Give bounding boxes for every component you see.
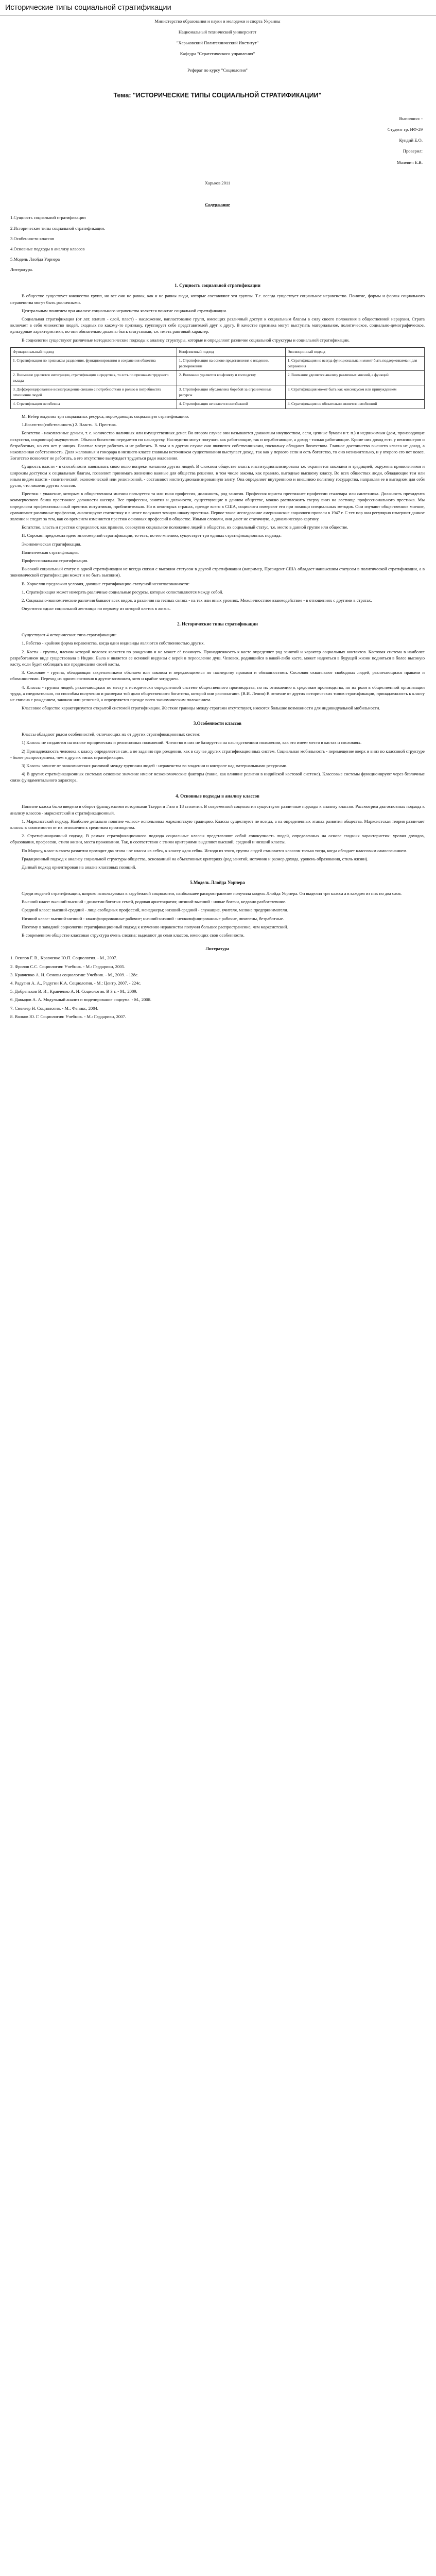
paragraph: 1. Стратификация может измерять различные социальные ресурсы, которые сопоставляются между собой. (22, 589, 223, 595)
literature-item: 7. Смелзер Н. Социология. - М.: Феникс, 2004. (10, 1005, 98, 1011)
paragraph: В. Хорнелли предложил условия, дающие стратификацию статусной несогласованности: (22, 581, 190, 586)
toc-item: 5.Модель Ллойда Уорнера (10, 257, 60, 262)
column-header: Функциональный подход (11, 347, 177, 357)
section-5 (10, 879, 425, 938)
paragraph: 2. Социально-экономические различия бывают всех видов, а различия на тесных связях - на тех или иных уровнях. Межличностное взаимодействие - в отношениях с другими в стратах. (22, 598, 372, 603)
toc-title: Содержание (205, 201, 230, 207)
paragraph: 1. Рабство - крайняя форма неравенства, когда одни индивиды являются собственностью других. (22, 640, 205, 646)
table-cell: 4. Стратификация не является неизбежной (177, 400, 285, 409)
paragraph: Средний класс: высший-средний - лица свободных профессий, менеджеры; низший-средний - служащие, учителя, мелкие предприниматели. (22, 907, 288, 913)
paragraph: Центральным понятием при анализе социального неравенства является понятие социальной стратификации. (22, 308, 228, 313)
paragraph: М. Вебер выделил три социальных ресурса, порождающих социальную стратификацию: (22, 413, 189, 419)
table-cell: 3. Стратификация может быть как консенсусом или принуждением (285, 385, 424, 400)
table-header-row (11, 347, 425, 357)
title-page (10, 18, 425, 186)
paragraph: 2) Принадлежность человека к классу определяется сам, а не заданно при рождении, как в случае других стратификационных систем. Социальная мобильность - перемещение вверх и вниз по классовой структуре - более распространена, чем в других типах стратификации. (10, 748, 425, 760)
report-theme: Тема: "ИСТОРИЧЕСКИЕ ТИПЫ СОЦИАЛЬНОЙ СТРАТИФИКАЦИИ" (113, 91, 322, 99)
literature-title: Литература (205, 946, 230, 952)
section-3 (10, 720, 425, 783)
paragraph: 1. Марксистский подход. Наиболее детально понятие «класс» использовал марксистскую традицию. Классы существуют не всегда, а на определенных этапах развития общества. Марксистская теория различает классы в зависимости от их отношения к средствам производства. (10, 818, 425, 830)
table-row (11, 400, 425, 409)
table-cell: 4. Стратификация не обязательно является неизбежной (285, 400, 424, 409)
institute-line: "Харьковский Политехнический Институт" (176, 40, 259, 45)
checked-label: Проверил: (403, 148, 423, 154)
literature-item: 5. Добреньков В. И., Кравченко А. И. Социология. В 3 т. - М., 2009. (10, 989, 137, 994)
paragraph: Классы обладают рядом особенностей, отличающих их от других стратификационных систем: (22, 732, 201, 737)
paragraph: Сущность власти - в способности навязывать свою волю вопреки желанию других людей. В сложном обществе власть институционализирована т.е. охраняется законами и традицией, окружена привилегиями и широким доступом к социальным благам, позволяет принимать жизненно важные для общества решения, в том числе законы, как правило, выгодные высшему классу. Во всех обществах люди, обладающие тем или иным видом власти - политической, экономической или религиозной, - составляют институционализированную элиту. Она определяет внутреннюю и внешнюю политику государства, направляя ее в выгодном для себя русло, что лишено других классов. (10, 464, 425, 488)
performed-label: Выполнил: - (399, 115, 423, 121)
report-reference: Реферат по курсу "Социология" (187, 67, 248, 73)
table-cell: 1. Стратификация по признакам разделения, функционирования и сохранения общества (11, 357, 177, 371)
paragraph: В социологии существуют различные методологические подходы к анализу структуры, которые и определяют различие социальной структуры и социальной стратификации. (22, 337, 350, 343)
section-title: 4. Основные подходы в анализу классов (176, 793, 259, 799)
section-4 (10, 793, 425, 871)
paragraph: Существуют 4 исторических типа стратификации: (22, 632, 117, 638)
table-cell: 3. Стратификация обусловлена борьбой за ограниченные ресурсы (177, 385, 285, 400)
paragraph: 3. Сословие - группа, обладающая закрепленными обычаем или законом и передающимися по наследству правами и обязанностями. Сословия охватывают свободных людей, различающихся правами и обязанностями. Переход из одного сословия в другое возможен, хотя и крайне затруднен. (10, 670, 425, 682)
toc-item: 2.Исторические типы социальной стратификации. (10, 225, 106, 231)
paragraph: Социальная стратификация (от лат. stratum - слой, пласт) - насложение, напластование групп, имеющих различный доступ к социальным благам в силу своего положения в общественной иерархии. Страта включает в себя множество людей, сходных по какому-то признаку, группирует себе представителей друг к другу. В качестве признака могут выступать материальное, политическое, социально-демографическое, культурные характеристики, но они обязательно должны быть статусными, т.е. иметь ранговый характер. (10, 316, 425, 334)
table-cell: 3. Дифференцированное вознаграждение связано с потребностями и ролью в потребностях отношения людей (11, 385, 177, 400)
list-item: Экономическая стратификация. (22, 541, 81, 547)
paragraph: Низший класс: высший-низший - квалифицированные рабочие; низший-низший - неквалифицированные рабочие, люмпены, безработные. (22, 916, 284, 921)
table-cell: 2. Внимание уделяется интеграции, стратификация в средствах, то есть по признакам трудового вклада (11, 371, 177, 385)
approaches-table (10, 347, 425, 409)
literature-item: 3. Кравченко А. И. Основы социологии: Учебник. - М., 2009. - 128с. (10, 972, 139, 977)
paragraph: В обществе существует множество групп, но все они не равны, как и не равны люди, которые составляют эти группы. Т.е. всегда существует социальное неравенство. Понятие, формы и формы социального неравенства могут быть различными. (10, 293, 425, 305)
table-of-contents (10, 201, 425, 273)
document-title: Исторические типы социальной стратификации (0, 0, 436, 16)
table-cell: 2. Внимание уделяется конфликту и господству (177, 371, 285, 385)
paragraph: Классовое общество характеризуется открытой системой стратификации. Жесткие границы между стратами отсутствуют, имеются большие возможности для индивидуальной мобильности. (22, 705, 380, 711)
table-row (11, 357, 425, 371)
document-body (0, 18, 436, 1020)
paragraph: 3) Классы зависят от экономических различий между группами людей - неравенства во владении и контроле над материальными ресурсами. (22, 763, 288, 769)
paragraph: Опустится «дна» социальной лестницы по первому из которой клеток в жизнь. (22, 606, 171, 612)
literature-item: 1. Осипов Г. В., Кравченко Ю.П. Социология. - М., 2007. (10, 955, 117, 961)
paragraph: Градационный подход к анализу социальной структуры общества, основанный на объективных критериях (род занятий, источник и размер дохода, уровень образования, стиль жизни). (22, 856, 369, 861)
section-1 (10, 282, 425, 612)
table-cell: 1. Стратификация на основе представления о владении, распоряжении (177, 357, 285, 371)
section-2 (10, 621, 425, 711)
literature-item: 6. Давыдов А. А. Модульный анализ и моделирование социума. - М., 2008. (10, 997, 152, 1003)
literature-section (10, 945, 425, 1020)
section-title: 3.Особенности классов (193, 721, 242, 726)
paragraph: Богатство - накопленные деньги, т. е. количество наличных или имущественных денег. Во втором случае они называются движимым имуществом, если, ценные бумаги и т. п.) и недвижимым (дом, производящие искусство, сокровища) имуществом. Обычно богатство передается по наследству. Наследство могут получать как работающие, так и неработающие, а доход - только работающие. Кроме них доход есть у пенсионеров и безработных, но его нет у нищих. Богатые могут работать и не работать. В том и в другом случае они являются собственниками, поскольку обладают богатством. Главное достоинство высшего класса не доход, а накопленная собственность. Доля жалованья и гонорара в низшего классе главным источником существования выступает доход, так как у первого если и есть богатство, то оно незначительно, и у второго его нет вовсе. Богатство позволяет не работать, а его отсутствие вынуждает трудиться ради жалования. (10, 430, 425, 461)
ministry-line: Министерство образования и науки и молодежи и спорта Украины (154, 18, 281, 24)
paragraph: П. Сорокин предложил идею многомерной стратификации, то есть, по его мнению, существует три единых стратификационных подвида: (22, 533, 282, 538)
column-header: Конфликтный подход (177, 347, 285, 357)
paragraph: Среди моделей стратификации, широко используемых в зарубежной социологии, наибольшее распространение получила модель Ллойда Уорнера. Он выделил три класса а в каждом из них по два слоя. (22, 890, 402, 896)
student-group: Студент гр. ИФ-29 (387, 126, 423, 132)
toc-item: 1.Сущность социальной стратификации (10, 215, 86, 221)
paragraph: 1.Богатство(собственность) 2. Власть. 3. Престиж. (22, 422, 117, 428)
student-name: Кундий Е.О. (399, 138, 423, 143)
paragraph: Высокий социальный статус в одной стратификации не всегда связан с высоким статусом в другой стратификации (например, Президент США обладает наивысшим статусом в политической стратификации, а в экономической стратификации может и не быть высоким). (10, 566, 425, 578)
toc-item: Литература. (10, 267, 33, 273)
table-cell: 1. Стратификация не всегда функциональна и может быть поддерживаема и для сохранения (285, 357, 424, 371)
toc-item: 4.Основные подходы в анализу классов (10, 246, 85, 252)
toc-item: 3.Особенности классов (10, 235, 55, 241)
paragraph: Понятие класса было введено в оборот французскими историками Тьерри и Гизо в 18 столетии. В современной социологии существуют различные подходы к анализу классов. Рассмотрим два основных подхода к анализу классов - марксистский и стратификационный. (10, 804, 425, 816)
list-item: Политическая стратификация. (22, 549, 79, 555)
paragraph: В современном обществе классовая структура очень сложна; выделяют до семи классов, имеющих свои особенности. (22, 933, 245, 938)
section-title: 5.Модель Ллойда Уорнера (190, 880, 245, 886)
list-item: Профессиональная стратификация. (22, 558, 89, 564)
literature-item: 2. Фролов С.С. Социология: Учебник. - М.: Гардарики, 2005. (10, 963, 126, 969)
section-title: 2. Исторические типы стратификации (177, 621, 258, 627)
table-row (11, 385, 425, 400)
teacher-name: Молевич Е.В. (396, 159, 423, 165)
paragraph: Поэтому в западной социологии стратификационный подход к изучению неравенства получил большее распространение, чем марксистский. (22, 924, 288, 929)
paragraph: 4) В других стратификационных системах основное значение имеют неэкономические факторы (такие, как влияние религии в индийской кастовой системе). Классовые системы функционируют через безличные связи фундаментального характера. (10, 771, 425, 783)
university-line: Национальный технический университет (178, 29, 257, 35)
paragraph: 4. Классы - группы людей, различающихся по месту в исторически определенной системе общественного производства, по их отношению к средствам производства, по их роли в общественной организации труда, а следовательно, по способам получения и размерам той доли общественного богатства, которой они располагают. (В.И. Ленин) В отличие от других исторических типов стратификации, принадлежность к классу не связана с рождением, законом или религией, а определяется прежде всего экономическим положением. (10, 684, 425, 703)
literature-item: 4. Радугин А. А., Радугин К.А. Социология. - М.: Центр, 2007. - 224с. (10, 980, 142, 986)
literature-item: 8. Волков Ю. Г. Социология: Учебник. - М.: Гардарики, 2007. (10, 1013, 126, 1019)
paragraph: 2. Стратификационный подход. В рамках стратификационного подхода социальные классы представляют собой совокупность людей, определенных на основе сходных характеристик: уровня доходов, образования, профессии, стиля жизни, места проживания. Так, в соответствии с этими критериями выделяют высший, средний и низший классы. (10, 833, 425, 845)
table-cell: 4. Стратификация неизбежна (11, 400, 177, 409)
city-year: Харьков 2011 (204, 180, 231, 185)
paragraph: 1) Классы не создаются на основе юридических и религиозных положений. Членство в них не базируется на наследственном положении, как это имеет место в кастах и сословиях. (22, 740, 362, 745)
paragraph: По Марксу, класс в своем развитии проходит два этапа - от класса «в себе», к классу «для себя». Исходя из этого, группа людей становится классом только тогда, когда обладает классовым самосознанием. (22, 848, 408, 853)
paragraph: Высший класс: высший-высший - династии богатых семей, родовая аристократия; низший-высший - новые богачи, недавно разбогатевшие. (22, 899, 287, 905)
paragraph: Богатство, власть и престиж определяют, как правило, совокупно социальное положение людей в обществе, их социальный статус, т.е. место в данной группе или обществе. (22, 524, 348, 530)
department-line: Кафедра "Стратегического управления" (180, 51, 255, 57)
table-row (11, 371, 425, 385)
section-title: 1. Сущность социальной стратификации (175, 282, 260, 288)
table-cell: 2. Внимание уделяется анализу различных мнений, а функций (285, 371, 424, 385)
paragraph: 2. Касты - группы, членом которой человек является по рождению и не может её покинуть. Принадлежность к касте определяет род занятий и характер социальных контактов. Кастовая система в наиболее разработанном виде существовала в Индии. Была и является ее основой индуизм с верой в переселение душ. Человек, родившийся в какой-либо касте, может надеяться в будущей жизни подняться в более высокую касту, если будет соблюдать все предписания своей касты. (10, 649, 425, 667)
paragraph: Престиж - уважение, которым в общественном мнении пользуется та или иная профессия, должность, род занятия. Профессия юриста престижнее профессии сталевара или сантехника. Должность президента коммерческого банка престижнее должности кассира. Все профессии, занятия и должности, существующие в данном обществе, можно расположить сверху вниз на лестнице профессионального престижа. Мы определяем профессиональный престиж интуитивно, приблизительно. Но в некоторых странах, прежде всего в США, социологи измеряют его при помощи специальных методов. Они изучают общественное мнение, сравнивают различные профессии, анализируют статистику и в итоге получают точную шкалу престижа. Первое такое исследование американские социологи провели в 1947 г. С тех пор они регулярно измеряют данное явление и следят за тем, как со временем изменяется престиж основных профессий в обществе. Иными словами, они дают не статичную, а динамическую картину. (10, 491, 425, 521)
column-header: Эволюционный подход (285, 347, 424, 357)
paragraph: Данный подход ориентирован на анализ классовых позиций. (22, 865, 136, 870)
